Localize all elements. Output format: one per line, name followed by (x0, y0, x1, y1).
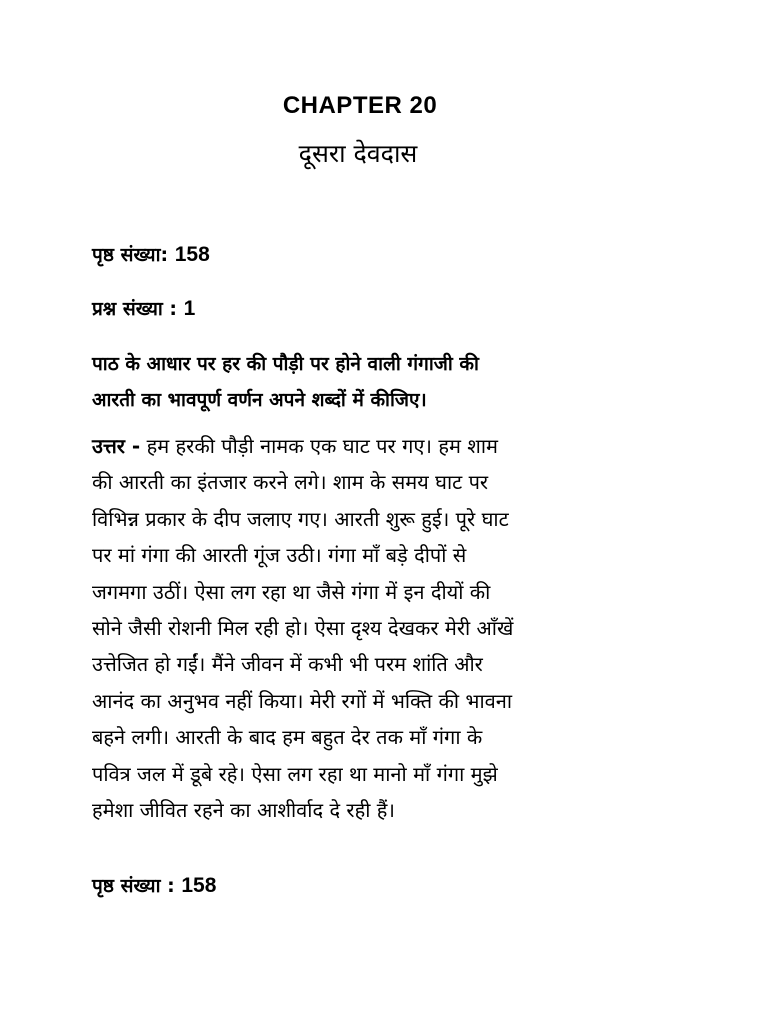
question-text (92, 346, 692, 418)
chapter-title: दूसरा देवदास (298, 139, 418, 168)
answer-line: जगमगा उठीं। ऐसा लग रहा था जैसे गंगा में इन दीयों की (92, 579, 491, 604)
answer-line (92, 428, 692, 464)
question-line: आरती का भावपूर्ण वर्णन अपने शब्दों में कीजिए। (92, 389, 427, 411)
question-number-label: प्रश्न संख्या : (92, 298, 177, 320)
answer-line: विभिन्न प्रकार के दीप जलाए गए। आरती शुरू हुई। पूरे घाट (92, 506, 509, 531)
page-number-line (92, 241, 210, 267)
question-number-value: 1 (183, 297, 196, 320)
answer-line: आनंद का अनुभव नहीं किया। मेरी रगों में भक्ति की भावना (92, 688, 513, 713)
answer-line: पवित्र जल में डूबे रहे। ऐसा लग रहा था मानो माँ गंगा मुझे (92, 761, 498, 786)
chapter-heading: CHAPTER 20 (282, 92, 438, 119)
answer-line: की आरती का इंतजार करने लगे। शाम के समय घाट पर (92, 470, 489, 495)
page-number-label: पृष्ठ संख्या: (92, 244, 169, 266)
answer-first-line: हम हरकी पौड़ी नामक एक घाट पर गए। हम शाम (140, 434, 499, 458)
answer-line: हमेशा जीवित रहने का आशीर्वाद दे रही हैं। (92, 798, 395, 823)
answer-line: पर मां गंगा की आरती गूंज उठी। गंगा माँ बड़े दीपों से (92, 543, 467, 568)
question-line: पाठ के आधार पर हर की पौड़ी पर होने वाली गंगाजी की (92, 353, 479, 375)
answer-line: बहने लगी। आरती के बाद हम बहुत देर तक माँ गंगा के (92, 725, 483, 750)
page-number-label: पृष्ठ संख्या : (92, 875, 175, 897)
answer-line: उत्तेजित हो गईं। मैंने जीवन में कभी भी परम शांति और (92, 652, 483, 677)
answer-line: सोने जैसी रोशनी मिल रही हो। ऐसा दृश्य देखकर मेरी आँखें (92, 616, 514, 641)
answer-label: उत्तर - (92, 434, 141, 458)
answer-text (92, 428, 692, 828)
page-number-value: 158 (181, 874, 217, 897)
page-number-value: 158 (174, 243, 210, 266)
question-number-line (92, 295, 195, 321)
page-number-line-bottom (92, 872, 216, 898)
